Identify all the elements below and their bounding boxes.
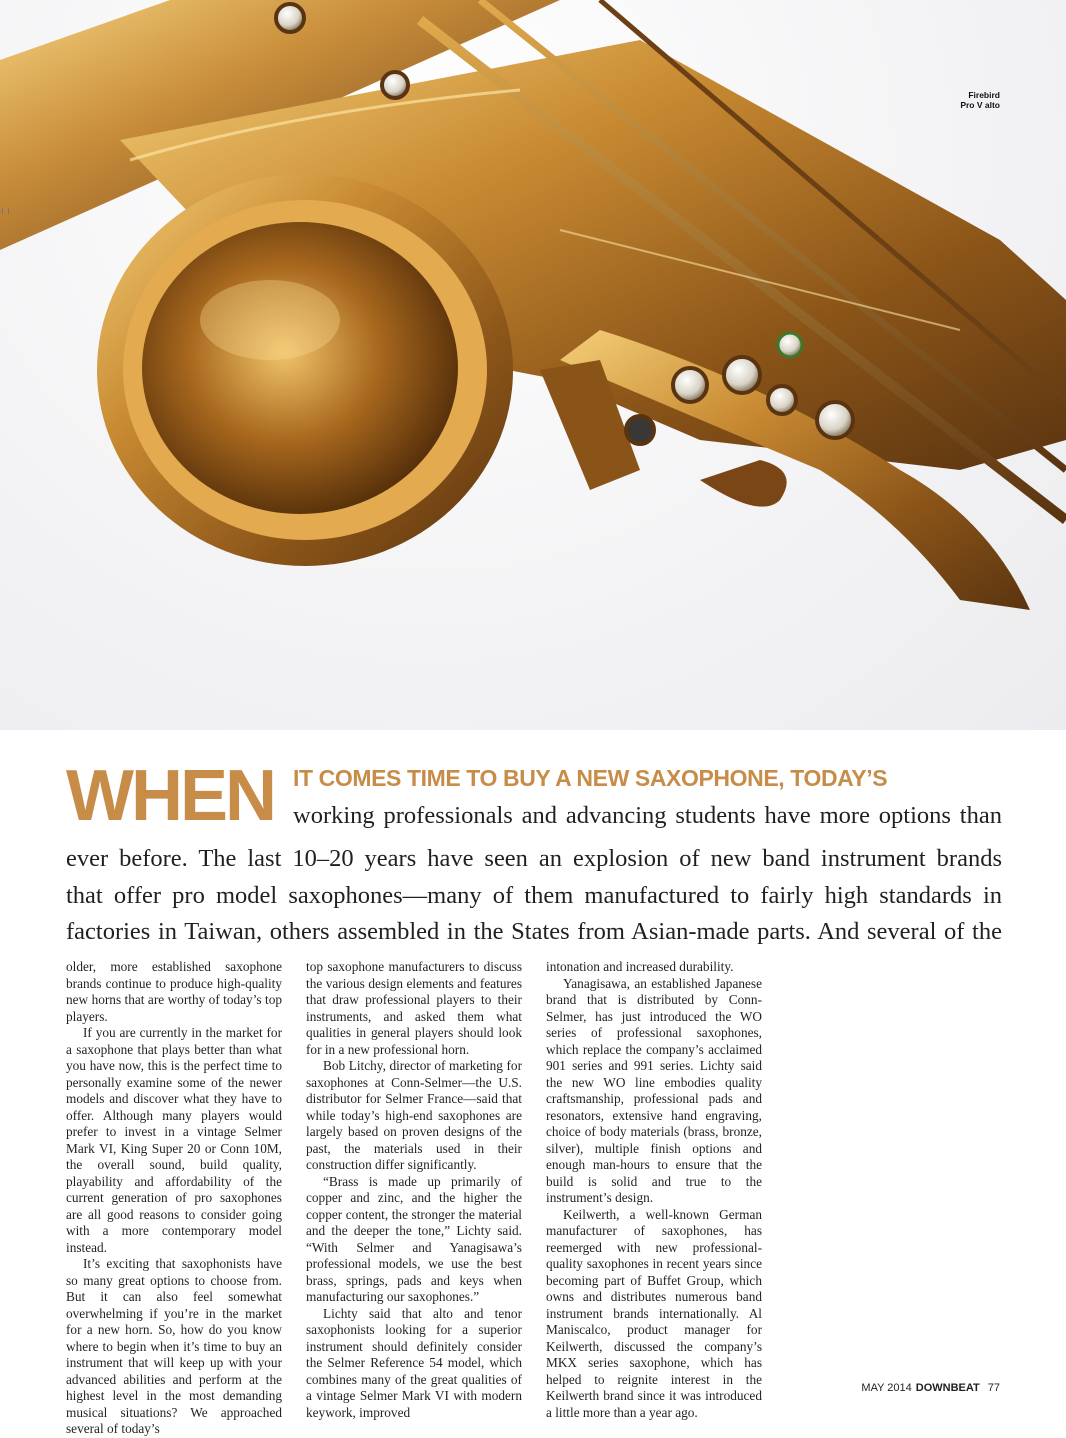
column-3-paragraph: intonation and increased durability. — [546, 959, 734, 974]
column-1-paragraph: It’s exciting that saxophonists have so many great options to choose from. But it can also feel somewhat overwhelming if you’re in the market for a new horn. So, how do you know where to begin when it’s time to buy an instrument that will keep up with your advanced abilities and perform at the highest level in the most demanding musical situations? We approached several of today’s — [66, 1256, 282, 1436]
column-2-paragraph: Bob Litchy, director of marketing for saxophones at Conn-Selmer—the U.S. distributor for Selmer France—said that while today’s high-end saxophones are largely based on proven designs of the past, the materials used in their construction differ significantly. — [306, 1058, 522, 1172]
column-3-paragraph: Keilwerth, a well-known German manufacturer of saxophones, has reemerged with new professional-quality saxophones in recent years since becoming part of Buffet Group, which owns and distributes numerous band instrument brands internationally. Al Maniscalco, product manager for Keilwerth, discussed the company’s MKX series saxophone, which has helped to reignite interest in the Keilwerth brand since it was introduced a little more than a year ago. — [546, 1206, 762, 1420]
column-2-paragraph: Lichty said that alto and tenor saxophonists looking for a superior instrument should definitely consider the Selmer Reference 54 model, which combines many of the great qualities of a vintage Selmer Mark VI with modern keywork, improved — [306, 1305, 522, 1420]
column-1 — [66, 959, 282, 1438]
lead-line-1: working professionals and advancing students have more options than — [293, 802, 1002, 829]
lead-line-4: factories in Taiwan, others assembled in the States from Asian-made parts. And several of the — [66, 918, 1002, 945]
column-1-paragraph: older, more established saxophone brands continue to produce high-quality new horns that are worthy of today’s top players. — [66, 959, 282, 1024]
caption-line-2: Pro V alto — [960, 100, 1000, 110]
column-3 — [546, 959, 762, 1421]
page-number: 77 — [987, 1382, 1000, 1394]
column-3-paragraph: Yanagisawa, an established Japanese brand that is distributed by Conn-Selmer, has just introduced the WO series of professional saxophones, which replace the company’s acclaimed 901 series and 991 series. Lichty said the new WO line embodies quality craftsmanship, professional pads and resonators, extensive hand engraving, choice of body materials (brass, bronze, silver), multiple finish options and enough man-hours to ensure that the build is solid and true to the instrument’s design. — [546, 975, 762, 1205]
caption-line-1: Firebird — [968, 90, 1000, 100]
column-1-paragraph: If you are currently in the market for a saxophone that plays better than what you have now, this is the perfect time to personally examine some of the newer models and discover what they have to offer. Although many players would prefer to invest in a vintage Selmer Mark VI, King Super 20 or Conn 10M, the overall sound, build quality, playability and affordability of the current generation of pro saxophones are all good reasons to consider going with a more contemporary model instead. — [66, 1025, 282, 1255]
lead-drop-word: WHEN — [66, 756, 274, 836]
footer-magazine: DOWNBEAT — [915, 1382, 980, 1394]
column-2-paragraph: “Brass is made up primarily of copper and zinc, and the higher the copper content, the stronger the material and the deeper the tone,” Lichty said. “With Selmer and Yanagisawa’s professional models, we use the best brass, springs, pads and keys when manufacturing our saxophones.” — [306, 1173, 522, 1304]
column-2-paragraph: top saxophone manufacturers to discuss the various design elements and features that draw professional players to their instruments, and asked them what qualities in general players should look for in a new professional horn. — [306, 959, 522, 1057]
lead-upper-line: IT COMES TIME TO BUY A NEW SAXOPHONE, TODAY’S — [293, 765, 888, 791]
column-2 — [306, 959, 522, 1421]
photo-caption — [960, 90, 1000, 110]
edge-mark — [2, 208, 9, 214]
footer-date: MAY 2014 — [861, 1382, 912, 1394]
page-footer — [861, 1382, 1000, 1394]
lead-line-3: that offer pro model saxophones—many of them manufactured to fairly high standards in — [66, 882, 1002, 909]
lead-line-2: ever before. The last 10–20 years have seen an explosion of new band instrument brands — [66, 845, 1002, 872]
